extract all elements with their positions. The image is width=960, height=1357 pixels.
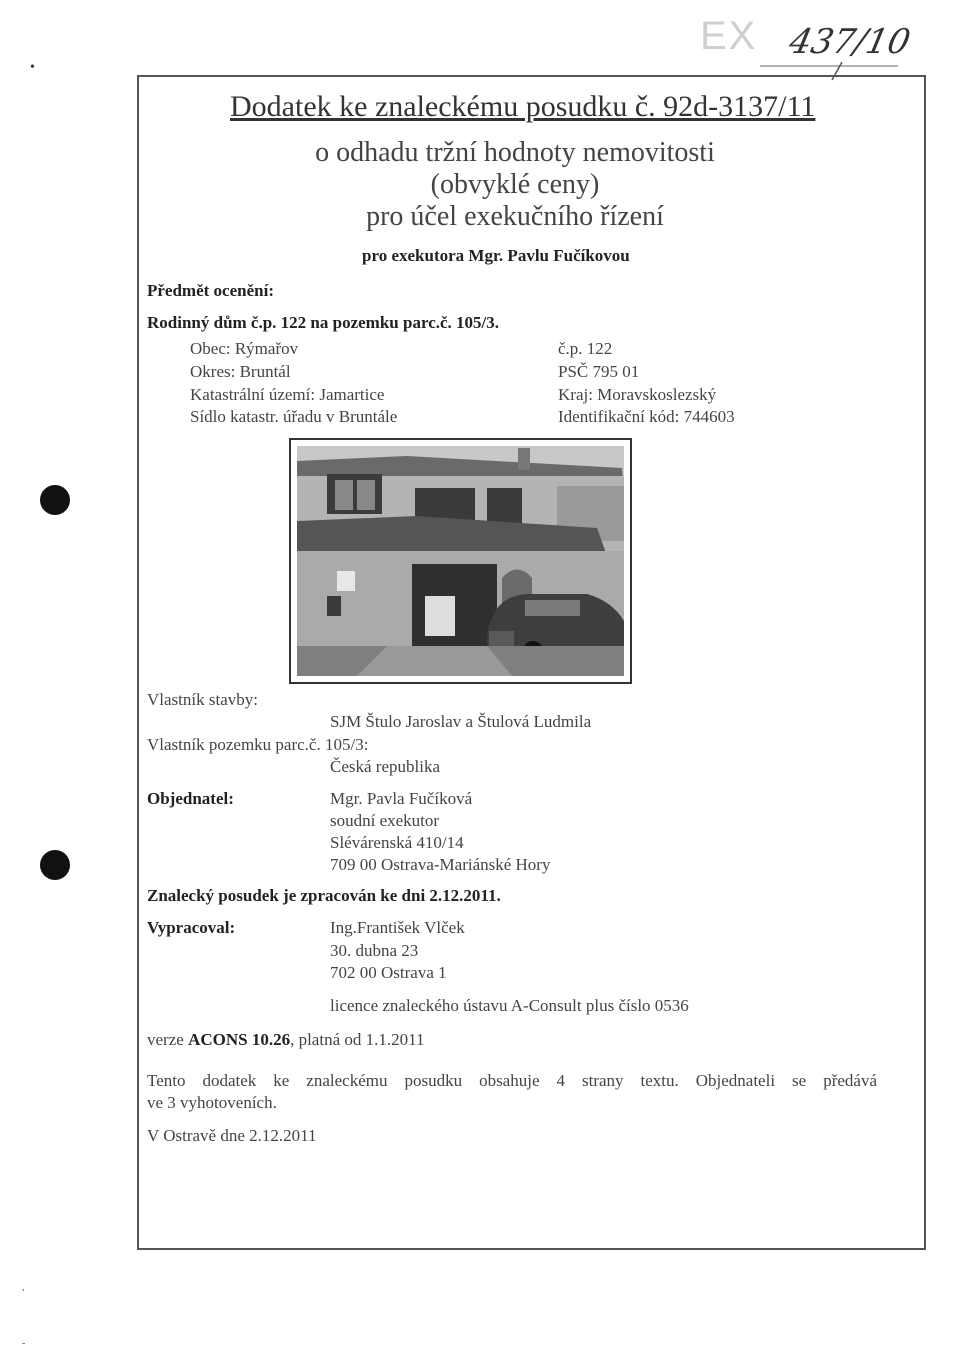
punch-hole-top [40,485,70,515]
closing-line-2: ve 3 vyhotoveních. [147,1093,277,1112]
subject-value: Rodinný dům č.p. 122 na pozemku parc.č. 105/3. [147,313,500,332]
scan-mark: • [30,60,35,75]
location-sidlo: Sídlo katastr. úřadu v Bruntále [190,407,398,426]
subject-label: Předmět ocenění: [147,281,274,300]
version-name: ACONS 10.26 [188,1030,291,1049]
client-line-3: Slévárenská 410/14 [330,833,464,852]
handwritten-number: 437/10 [785,22,914,62]
location-psc: PSČ 795 01 [558,362,640,381]
document-title: Dodatek ke znaleckému posudku č. 92d-3137/11 [230,90,816,123]
author-line-3: 702 00 Ostrava 1 [330,963,447,982]
author-line-1: Ing.František Vlček [330,918,465,937]
subtitle-line-3: pro účel exekučního řízení [366,201,664,232]
version-suffix: , platná od 1.1.2011 [290,1030,425,1049]
executor-line: pro exekutora Mgr. Pavlu Fučíkovou [362,246,630,265]
location-katastr: Katastrální území: Jamartice [190,385,385,404]
author-label: Vypracoval: [147,918,236,937]
prepared-date: Znalecký posudek je zpracován ke dni 2.12.2011. [147,886,501,905]
license-line: licence znaleckého ústavu A-Consult plus číslo 0536 [330,996,689,1015]
location-kod: Identifikační kód: 744603 [558,407,735,426]
closing-line-1: Tento dodatek ke znaleckému posudku obsahuje 4 strany textu. Objednateli se předává [147,1071,877,1090]
author-line-2: 30. dubna 23 [330,941,419,960]
margin-mark-1: , [22,1282,25,1293]
margin-mark-2: - [22,1338,26,1349]
subtitle-line-1: o odhadu tržní hodnoty nemovitosti [315,137,715,168]
subtitle-line-2: (obvyklé ceny) [430,169,600,200]
house-photo [289,438,632,684]
owner-building-value: SJM Štulo Jaroslav a Štulová Ludmila [330,712,592,731]
owner-land-label: Vlastník pozemku parc.č. 105/3: [147,735,369,754]
owner-land-value: Česká republika [330,757,440,776]
owner-building-label: Vlastník stavby: [147,690,258,709]
location-okres: Okres: Bruntál [190,362,291,381]
client-line-2: soudní exekutor [330,811,440,830]
client-line-1: Mgr. Pavla Fučíková [330,789,473,808]
client-label: Objednatel: [147,789,234,808]
version-line [147,1030,424,1050]
location-obec: Obec: Rýmařov [190,339,299,358]
client-line-4: 709 00 Ostrava-Mariánské Hory [330,855,551,874]
punch-hole-bottom [40,850,70,880]
place-date: V Ostravě dne 2.12.2011 [147,1126,317,1145]
location-kraj: Kraj: Moravskoslezský [558,385,717,404]
location-cp: č.p. 122 [558,339,613,358]
version-prefix: verze [147,1030,189,1049]
stamp-mark: EX [700,14,758,58]
